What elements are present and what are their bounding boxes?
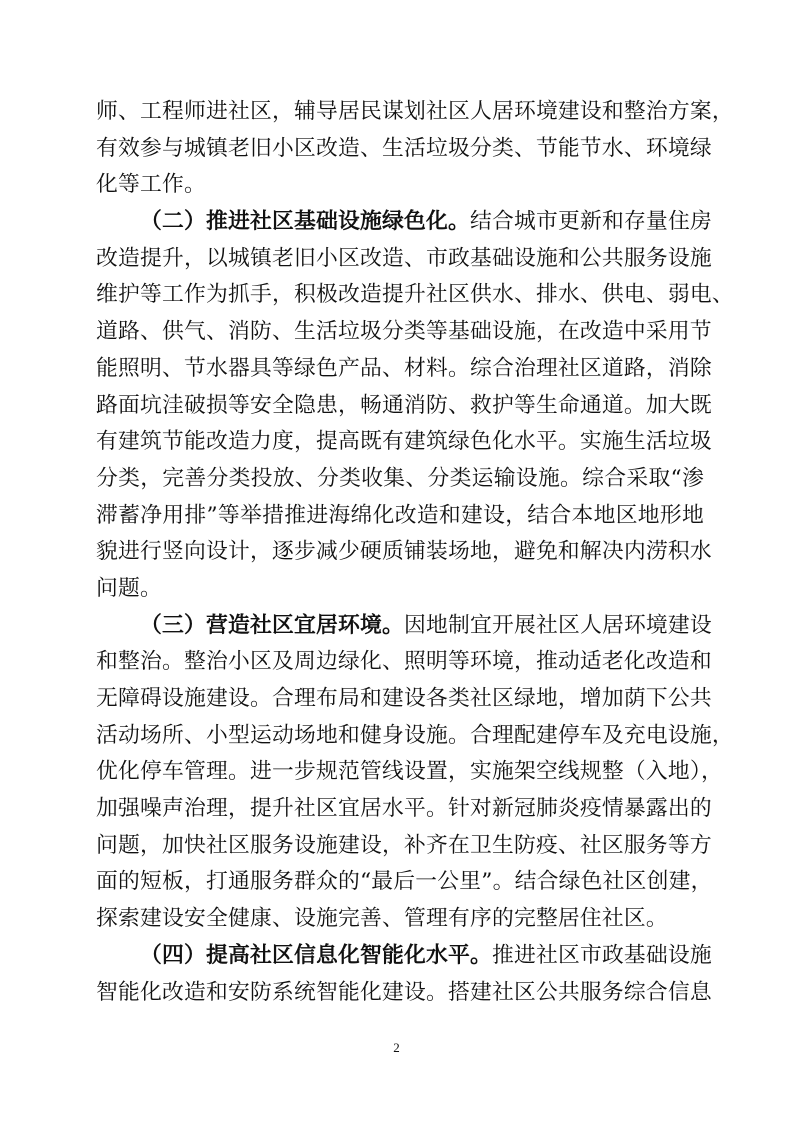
document-body [96,94,734,1011]
body-line: 分类，完善分类投放、分类收集、分类运输设施。综合采取“渗 [96,465,704,491]
body-line: 师、工程师进社区，辅导居民谋划社区人居环境建设和整治方案， [96,99,734,124]
body-line: 探索建设安全健康、设施完善、管理有序的完整居住社区。 [96,906,668,932]
paragraph-section-3 [96,608,734,938]
paragraph-section-4 [96,938,712,1011]
section-heading: （三）营造社区宜居环境。 [140,612,404,638]
body-line-first [96,938,712,975]
body-line: 有建筑节能改造力度，提高既有建筑绿色化水平。实施生活垃圾 [96,429,712,455]
body-text: 结合城市更新和存量住房 [469,209,712,235]
body-line: 化等工作。 [96,172,206,198]
body-line: 问题。 [96,575,162,601]
section-heading: （二）推进社区基础设施绿色化。 [140,209,470,235]
body-line: 面的短板，打通服务群众的“最后一公里”。结合绿色社区创建， [96,869,713,895]
section-heading: （四）提高社区信息化智能化水平。 [140,942,492,968]
body-line: 改造提升，以城镇老旧小区改造、市政基础设施和公共服务设施 [96,245,712,271]
body-line-first [96,204,712,241]
body-text: 推进社区市政基础设施 [491,942,712,968]
body-line-first [96,608,712,645]
body-line: 问题，加快社区服务设施建设，补齐在卫生防疫、社区服务等方 [96,832,712,858]
body-line: 道路、供气、消防、生活垃圾分类等基础设施，在改造中采用节 [96,319,712,345]
body-line: 貌进行竖向设计，逐步减少硬质铺装场地，避免和解决内涝积水 [96,539,712,565]
body-line: 优化停车管理。进一步规范管线设置，实施架空线规整（入地）， [96,759,724,785]
body-line: 滞蓄净用排”等举措推进海绵化改造和建设，结合本地区地形地 [96,502,704,528]
page-number: 2 [393,1040,400,1055]
body-line: 能照明、节水器具等绿色产品、材料。综合治理社区道路，消除 [96,355,712,381]
body-text: 因地制宜开展社区人居环境建设 [403,612,712,638]
body-line: 有效参与城镇老旧小区改造、生活垃圾分类、节能节水、环境绿 [96,135,712,161]
body-line: 和整治。整治小区及周边绿化、照明等环境，推动适老化改造和 [96,649,712,675]
paragraph-section-2 [96,204,734,608]
body-line: 智能化改造和安防系统智能化建设。搭建社区公共服务综合信息 [96,979,712,1005]
body-line: 加强噪声治理，提升社区宜居水平。针对新冠肺炎疫情暴露出的 [96,796,712,822]
body-line: 维护等工作为抓手，积极改造提升社区供水、排水、供电、弱电、 [96,282,734,308]
body-line: 活动场所、小型运动场地和健身设施。合理配建停车及充电设施， [96,722,734,748]
body-line: 无障碍设施建设。合理布局和建设各类社区绿地，增加荫下公共 [96,686,712,711]
paragraph-continuation [96,94,734,204]
body-line: 路面坑洼破损等安全隐患，畅通消防、救护等生命通道。加大既 [96,392,712,418]
